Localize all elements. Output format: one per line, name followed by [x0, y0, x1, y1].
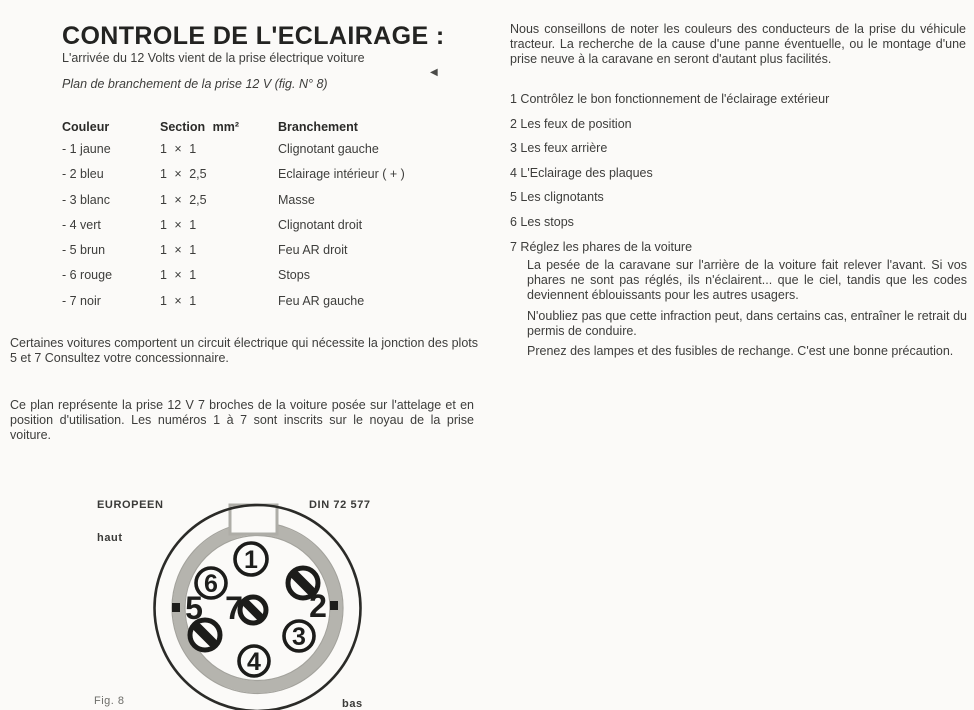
- section-cell: 1 × 1: [160, 243, 197, 258]
- checklist-item: 6 Les stops: [510, 214, 574, 229]
- table-row: [62, 142, 466, 167]
- branchement-cell: Masse: [278, 192, 315, 207]
- paragraph-conseil: Nous conseillons de noter les couleurs des conducteurs de la prise du véhicule tracteur. La recherche de la cause d'une panne éventuelle, ou le montage d'une prise neuve à la caravane en seront d'autant plus facilités.: [510, 22, 966, 66]
- pin-number-label: 7: [225, 590, 243, 626]
- paragraph-infraction: N'oubliez pas que cette infraction peut, dans certains cas, entraîner le retrait du permis de conduire.: [527, 309, 967, 338]
- checklist-item: 5 Les clignotants: [510, 190, 604, 205]
- checklist-item: 1 Contrôlez le bon fonctionnement de l'éclairage extérieur: [510, 92, 830, 106]
- pin-number-label: 3: [292, 623, 306, 651]
- intro-line-2: Plan de branchement de la prise 12 V (fig. N° 8): [62, 77, 328, 91]
- checklist: [510, 87, 829, 259]
- wiring-table-body: [62, 142, 466, 319]
- figure-label-din: DIN 72 577: [309, 499, 371, 511]
- page-title: CONTROLE DE L'ECLAIRAGE :: [62, 22, 445, 50]
- connector-figure: [60, 495, 405, 710]
- pin-number-label: 4: [247, 648, 261, 676]
- wiring-table-header: [62, 120, 466, 142]
- figure-label-europeen: EUROPEEN: [97, 499, 164, 511]
- couleur-cell: - 1 jaune: [62, 142, 111, 156]
- checklist-item: 7 Réglez les phares de la voiture: [510, 239, 693, 254]
- figure-label-haut: haut: [97, 532, 123, 544]
- branchement-cell: Feu AR gauche: [278, 293, 365, 308]
- col-header-branchement: Branchement: [278, 120, 358, 134]
- section-cell: 1 × 1: [160, 268, 197, 283]
- pin-number-label: 2: [309, 588, 327, 624]
- table-row: [62, 193, 466, 218]
- section-cell: 1 × 2,5: [160, 167, 207, 182]
- pin-number-label: 5: [185, 590, 203, 626]
- branchement-cell: Clignotant gauche: [278, 142, 379, 156]
- section-cell: 1 × 1: [160, 142, 197, 156]
- paragraph-plan: Ce plan représente la prise 12 V 7 broches de la voiture posée sur l'attelage et en position d'utilisation. Les numéros 1 à 7 sont inscrits sur le noyau de la prise voiture.: [10, 398, 474, 442]
- couleur-cell: - 2 bleu: [62, 167, 104, 182]
- section-cell: 1 × 1: [160, 217, 197, 232]
- couleur-cell: - 6 rouge: [62, 268, 113, 283]
- table-row: [62, 294, 466, 319]
- branchement-cell: Clignotant droit: [278, 217, 363, 232]
- col-header-couleur: Couleur: [62, 120, 110, 134]
- table-row: [62, 167, 466, 192]
- pin-number-label: 1: [244, 546, 258, 574]
- figure-label-bas: bas: [342, 698, 363, 710]
- intro-line-1: L'arrivée du 12 Volts vient de la prise électrique voiture: [62, 51, 365, 65]
- checklist-item: 2 Les feux de position: [510, 116, 632, 131]
- keyway-tab: [230, 505, 277, 534]
- col-header-section: Section mm²: [160, 120, 240, 134]
- pin-3: [284, 621, 314, 651]
- couleur-cell: - 4 vert: [62, 217, 101, 232]
- right-index-tick: [330, 601, 338, 610]
- left-index-tick: [172, 603, 180, 612]
- checklist-item: 3 Les feux arrière: [510, 141, 608, 156]
- figure-caption: Fig. 8: [94, 695, 125, 707]
- table-row: [62, 243, 466, 268]
- keyed-pin-7: [225, 590, 266, 626]
- couleur-cell: - 7 noir: [62, 293, 101, 308]
- connector-svg: [60, 495, 405, 710]
- paragraph-lampes: Prenez des lampes et des fusibles de rechange. C'est une bonne précaution.: [527, 344, 954, 358]
- section-cell: 1 × 1: [160, 293, 197, 308]
- branchement-cell: Feu AR droit: [278, 243, 348, 258]
- pin-1: [235, 543, 267, 575]
- checklist-item: 4 L'Eclairage des plaques: [510, 165, 653, 180]
- branchement-cell: Stops: [278, 268, 310, 283]
- pin-4: [239, 646, 269, 676]
- keyed-pin-2: [288, 568, 327, 624]
- paragraph-pesee: La pesée de la caravane sur l'arrière de la voiture fait relever l'avant. Si vos phares ne sont pas réglés, ils n'éclairent... que le ciel, tandis que les codes deviennent éblouissants pour les autres usagers.: [527, 258, 967, 302]
- branchement-cell: Eclairage intérieur ( + ): [278, 167, 405, 182]
- table-row: [62, 218, 466, 243]
- section-cell: 1 × 2,5: [160, 192, 207, 207]
- wiring-table: [62, 120, 466, 319]
- pin-number-label: 6: [204, 570, 218, 598]
- couleur-cell: - 3 blanc: [62, 192, 110, 207]
- couleur-cell: - 5 brun: [62, 243, 106, 258]
- paragraph-circuit: Certaines voitures comportent un circuit électrique qui nécessite la jonction des plots 5 et 7 Consultez votre concessionnaire.: [10, 336, 478, 365]
- table-row: [62, 268, 466, 293]
- margin-arrow-icon: ◀: [430, 67, 438, 78]
